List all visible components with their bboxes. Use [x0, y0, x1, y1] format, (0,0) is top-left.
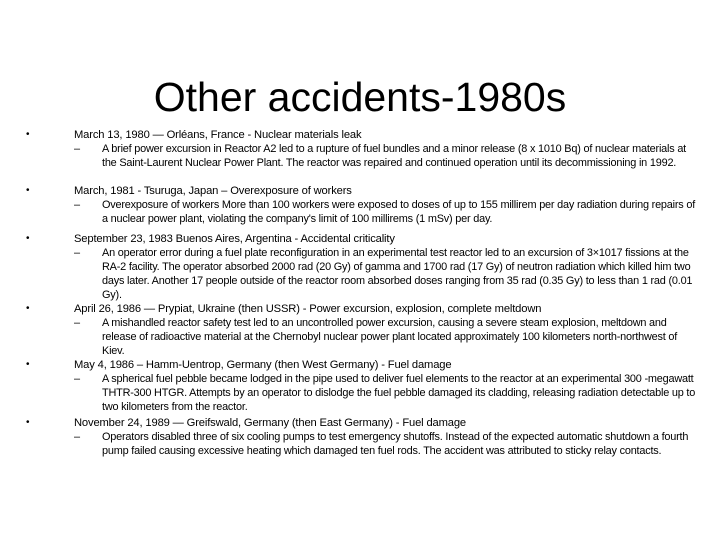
item-detail	[74, 372, 696, 414]
bullet-icon: •	[26, 233, 30, 244]
item-detail-text: Overexposure of workers More than 100 workers were exposed to doses of up to 155 millirem per day radiation during repairs of a nuclear power plant, violating the company's limit of 100 millirems (1 mSv) per day.	[102, 199, 696, 226]
slide-title: Other accidents-1980s	[153, 74, 567, 121]
dash-icon: –	[74, 247, 80, 259]
item-heading: November 24, 1989 — Greifswald, Germany (then East Germany) - Fuel damage	[74, 417, 466, 429]
list-item	[26, 358, 696, 416]
item-detail-text: A brief power excursion in Reactor A2 led to a rupture of fuel bundles and a minor release (8 x 1010 Bq) of nuclear materials at the Saint-Laurent Nuclear Power Plant. The reactor was repaired and continued operation until its decommissioning in 1992.	[102, 143, 687, 170]
dash-icon: –	[74, 317, 80, 329]
accident-list	[26, 128, 696, 458]
list-item	[26, 128, 696, 184]
item-detail	[74, 142, 696, 170]
list-item	[26, 232, 696, 302]
bullet-icon: •	[26, 303, 30, 314]
bullet-icon: •	[26, 359, 30, 370]
item-heading: May 4, 1986 – Hamm-Uentrop, Germany (then West Germany) - Fuel damage	[74, 359, 452, 371]
bullet-icon: •	[26, 129, 30, 140]
item-detail-text: Operators disabled three of six cooling pumps to test emergency shutoffs. Instead of the expected automatic shutdown a fourth pump failed causing excessive heating which damaged ten fuel rods. The accident was attributed to sticky relay contacts.	[102, 431, 689, 458]
list-item	[26, 184, 696, 232]
item-detail	[74, 246, 696, 302]
item-detail-text: A spherical fuel pebble became lodged in the pipe used to deliver fuel elements to the reactor at an experimental 300 -megawatt THTR-300 HTGR. Attempts by an operator to dislodge the fuel pebble damaged its cladding, releasing radiation detectable up to two kilometers from the reactor.	[102, 373, 696, 414]
dash-icon: –	[74, 143, 80, 155]
item-detail-text: A mishandled reactor safety test led to an uncontrolled power excursion, causing a severe steam explosion, meltdown and release of radioactive material at the Chernobyl nuclear power plant located approximately 100 kilometers north-northwest of Kiev.	[102, 317, 678, 358]
item-heading: April 26, 1986 — Prypiat, Ukraine (then USSR) - Power excursion, explosion, complete meltdown	[74, 303, 542, 315]
dash-icon: –	[74, 199, 80, 211]
dash-icon: –	[74, 373, 80, 385]
bullet-icon: •	[26, 185, 30, 196]
item-heading: March 13, 1980 — Orléans, France - Nuclear materials leak	[74, 129, 362, 141]
item-detail-text: An operator error during a fuel plate reconfiguration in an experimental test reactor led to an excursion of 3×1017 fissions at the RA-2 facility. The operator absorbed 2000 rad (20 Gy) of gamma and 1700 rad (17 Gy) of neutron radiation which killed him two days later. Another 17 people outside of the reactor room absorbed doses ranging from 35 rad (0.35 Gy) to less than 1 rad (0.01 Gy).	[102, 247, 693, 302]
item-detail	[74, 430, 696, 458]
item-detail	[74, 198, 696, 226]
list-item	[26, 302, 696, 358]
dash-icon: –	[74, 431, 80, 443]
list-item	[26, 416, 696, 458]
item-heading: September 23, 1983 Buenos Aires, Argentina - Accidental criticality	[74, 233, 395, 245]
bullet-icon: •	[26, 417, 30, 428]
item-heading: March, 1981 - Tsuruga, Japan – Overexposure of workers	[74, 185, 352, 197]
item-detail	[74, 316, 696, 358]
